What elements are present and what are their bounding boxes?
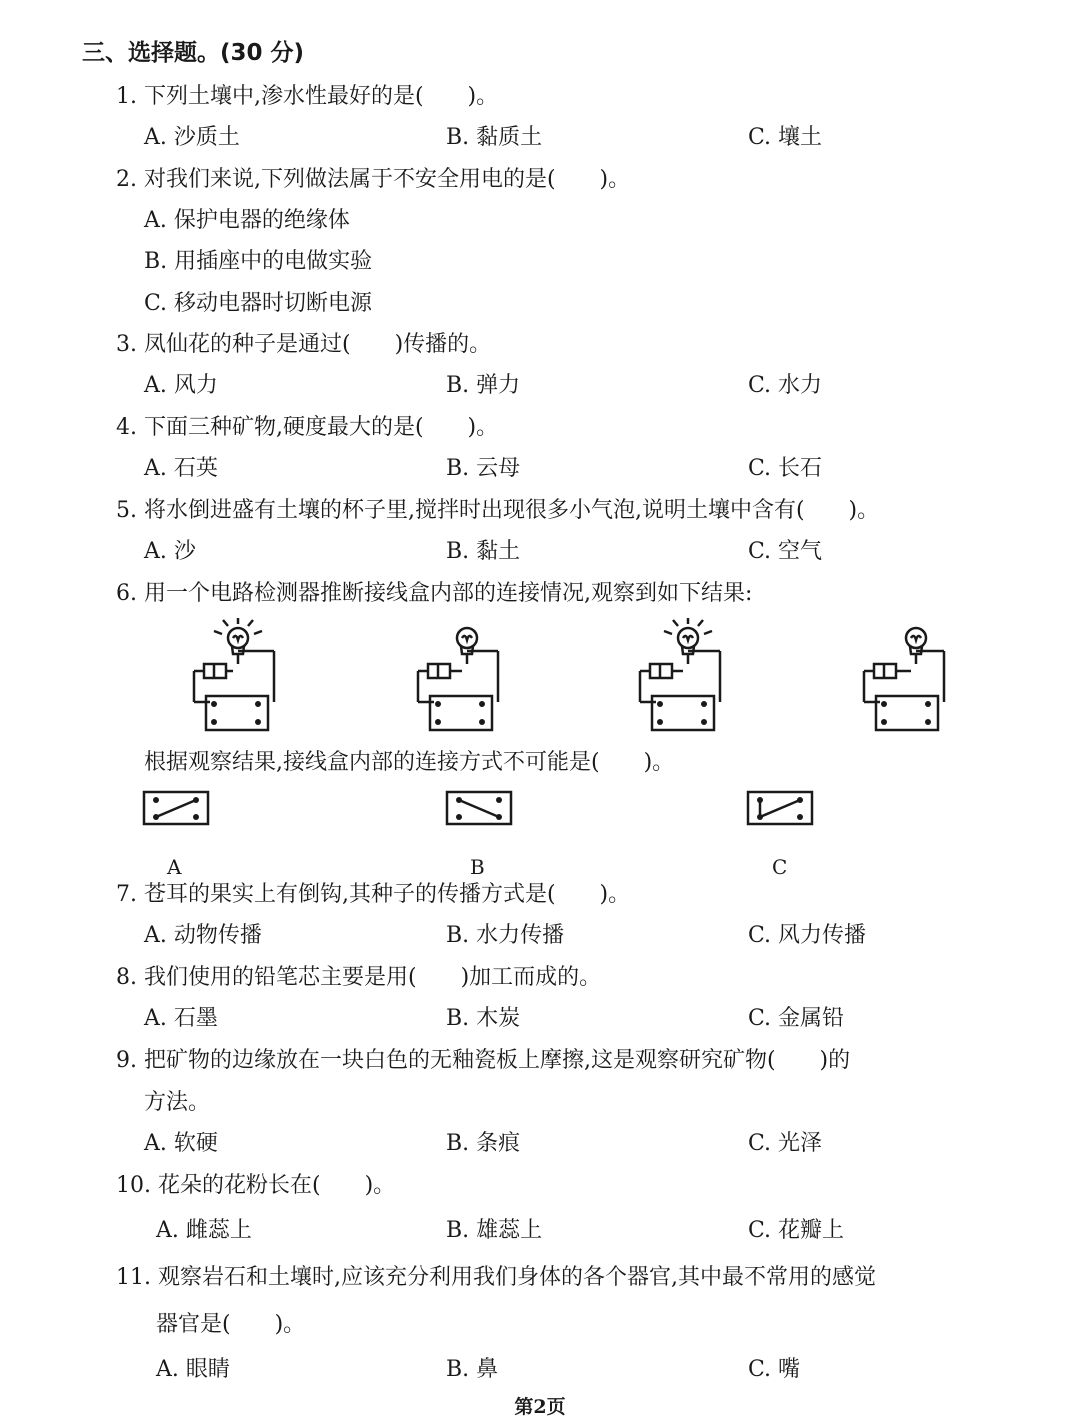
question-3-stem: 3. 凤仙花的种子是通过( )传播的。	[116, 332, 492, 357]
question-4-option-c[interactable]: C. 长石	[748, 456, 823, 481]
question-8-option-a[interactable]: A. 石墨	[144, 1006, 218, 1031]
question-8-stem: 8. 我们使用的铅笔芯主要是用( )加工而成的。	[116, 965, 602, 990]
question-11-stem: 11. 观察岩石和土壤时,应该充分利用我们身体的各个器官,其中最不常用的感觉	[116, 1265, 876, 1290]
question-1-option-a[interactable]: A. 沙质土	[144, 125, 240, 150]
question-2-option-c[interactable]: C. 移动电器时切断电源	[144, 291, 373, 316]
question-9-stem-continued: 方法。	[144, 1090, 211, 1115]
question-3-option-c[interactable]: C. 水力	[748, 373, 823, 398]
question-4-stem: 4. 下面三种矿物,硬度最大的是( )。	[116, 415, 499, 440]
question-10-option-a[interactable]: A. 雌蕊上	[156, 1218, 252, 1243]
question-7-stem: 7. 苍耳的果实上有倒钩,其种子的传播方式是( )。	[116, 882, 631, 907]
circuit-diagram-4	[856, 618, 956, 736]
question-2-stem: 2. 对我们来说,下列做法属于不安全用电的是( )。	[116, 167, 631, 192]
question-5-option-b[interactable]: B. 黏土	[446, 539, 521, 564]
question-8-option-c[interactable]: C. 金属铅	[748, 1006, 845, 1031]
question-3-option-a[interactable]: A. 风力	[144, 373, 218, 398]
choice-box-a[interactable]	[142, 790, 210, 826]
question-4-option-a[interactable]: A. 石英	[144, 456, 218, 481]
circuit-diagram-2	[410, 618, 510, 736]
question-8-option-b[interactable]: B. 木炭	[446, 1006, 521, 1031]
question-11-stem-continued: 器官是( )。	[156, 1312, 306, 1337]
question-2-option-b[interactable]: B. 用插座中的电做实验	[144, 249, 373, 274]
question-3-option-b[interactable]: B. 弹力	[446, 373, 521, 398]
question-1-stem: 1. 下列土壤中,渗水性最好的是( )。	[116, 84, 499, 109]
question-11-option-b[interactable]: B. 鼻	[446, 1357, 499, 1382]
question-1-option-b[interactable]: B. 黏质土	[446, 125, 543, 150]
circuit-diagram-3	[632, 618, 732, 736]
question-7-option-b[interactable]: B. 水力传播	[446, 923, 565, 948]
circuit-diagram-1	[186, 618, 286, 736]
question-10-stem: 10. 花朵的花粉长在( )。	[116, 1173, 396, 1198]
question-9-stem: 9. 把矿物的边缘放在一块白色的无釉瓷板上摩擦,这是观察研究矿物( )的	[116, 1048, 851, 1073]
question-11-option-a[interactable]: A. 眼睛	[156, 1357, 230, 1382]
question-6-stem: 6. 用一个电路检测器推断接线盒内部的连接情况,观察到如下结果:	[116, 581, 753, 606]
question-7-option-c[interactable]: C. 风力传播	[748, 923, 867, 948]
question-10-option-c[interactable]: C. 花瓣上	[748, 1218, 845, 1243]
choice-box-b[interactable]	[445, 790, 513, 826]
section-title: 三、选择题。(30 分)	[82, 40, 305, 66]
question-10-option-b[interactable]: B. 雄蕊上	[446, 1218, 543, 1243]
question-11-option-c[interactable]: C. 嘴	[748, 1357, 801, 1382]
question-5-option-a[interactable]: A. 沙	[144, 539, 196, 564]
choice-box-c[interactable]	[746, 790, 814, 826]
question-7-option-a[interactable]: A. 动物传播	[144, 923, 262, 948]
question-6-label-b: B	[470, 855, 485, 879]
question-6-label-c: C	[772, 855, 788, 879]
question-9-option-c[interactable]: C. 光泽	[748, 1131, 823, 1156]
question-9-option-b[interactable]: B. 条痕	[446, 1131, 521, 1156]
question-4-option-b[interactable]: B. 云母	[446, 456, 521, 481]
page-number: 第2页	[514, 1396, 566, 1418]
question-9-option-a[interactable]: A. 软硬	[144, 1131, 218, 1156]
question-2-option-a[interactable]: A. 保护电器的绝缘体	[144, 208, 350, 233]
question-6-label-a: A	[167, 855, 182, 879]
question-1-option-c[interactable]: C. 壤土	[748, 125, 823, 150]
question-5-stem: 5. 将水倒进盛有土壤的杯子里,搅拌时出现很多小气泡,说明土壤中含有( )。	[116, 498, 880, 523]
question-5-option-c[interactable]: C. 空气	[748, 539, 823, 564]
question-6-sub-stem: 根据观察结果,接线盒内部的连接方式不可能是( )。	[144, 750, 675, 775]
